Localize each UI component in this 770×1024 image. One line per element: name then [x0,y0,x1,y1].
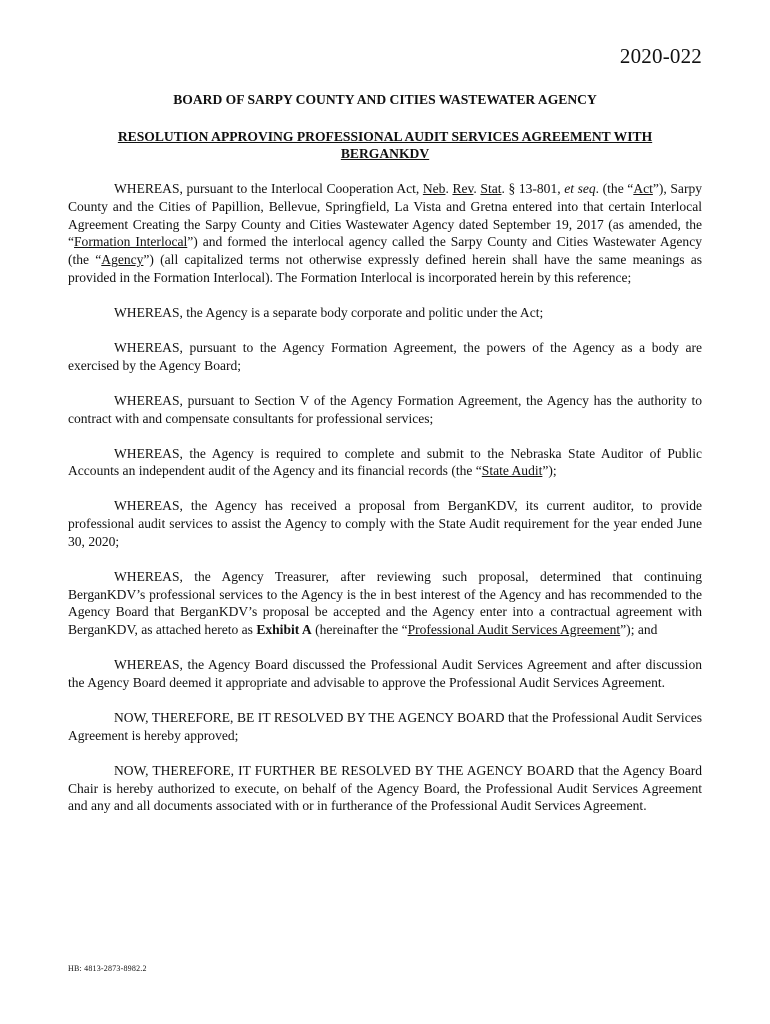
whereas-paragraph-8: WHEREAS, the Agency Board discussed the Professional Audit Services Agreement and after discussion the Agency Board deemed it appropriate and advisable to approve the Professional Audit Services Agreement. [68,657,702,691]
resolved-paragraph-2: NOW, THEREFORE, IT FURTHER BE RESOLVED BY THE AGENCY BOARD that the Agency Board Chair is hereby authorized to execute, on behalf of the Agency Board, the Professional Audit Services Agreement and any and all documents associated with or in furtherance of the Professional Audit Services Agreement. [68,762,702,814]
p1-text-f: ”) (all capitalized terms not otherwise expressly defined herein shall have the same meanings as provided in the Formation Interlocal). The Formation Interlocal is incorporated herein by this reference; [68,252,702,285]
p1-text-e: ”) and formed the interlocal agency called the Sarpy County and Cities Wastewater Agency (the “ [68,234,702,268]
whereas-paragraph-4: WHEREAS, pursuant to Section V of the Agency Formation Agreement, the Agency has the authority to contract with and compensate consultants for professional services; [68,392,702,426]
document-footer-id: HB: 4813-2873-8982.2 [68,964,147,973]
resolution-number: 2020-022 [619,44,702,68]
subtitle-line-2: BERGANKDV [340,146,430,161]
p1-text-d: ”), Sarpy County and the Cities of Papillion, Bellevue, Springfield, La Vista and Gretna entered into that certain Interlocal Agreement Creating the Sarpy County and Cities Wastewater Agency dated September 19, 2017 (as amended, the “ [68,181,703,250]
p1-text-a: WHEREAS, pursuant to the Interlocal Cooperation Act, [114,181,423,196]
document-title: BOARD OF SARPY COUNTY AND CITIES WASTEWATER AGENCY [173,92,597,107]
whereas-paragraph-2: WHEREAS, the Agency is a separate body corporate and politic under the Act; [114,304,544,320]
whereas-paragraph-7 [68,568,702,639]
resolution-body [68,180,702,832]
p7-text-b: (hereinafter the “ [311,622,408,638]
whereas-paragraph-1 [68,180,702,287]
p1-text-b: . § 13-801, [501,181,565,196]
p1-text-c: . (the “ [595,181,634,196]
resolution-subtitle [68,128,702,162]
subtitle-line-1: RESOLUTION APPROVING PROFESSIONAL AUDIT SERVICES AGREEMENT WITH [117,129,653,144]
p7-exhibit-a: Exhibit A [256,622,312,638]
p1-stat: Stat [480,181,502,196]
p1-et-seq: et seq [564,181,596,196]
p5-text-b: ”); [542,463,557,479]
p5-text-a: WHEREAS, the Agency is required to complete and submit to the Nebraska State Auditor of Public Accounts an independent audit of the Agency and its financial records (the “ [68,445,702,479]
p7-text-c: ”); and [620,622,658,638]
p1-dot-2: . [473,181,481,196]
p7-defined-agreement: Professional Audit Services Agreement [407,622,621,638]
p1-defined-agency: Agency [101,252,144,268]
p1-rev: Rev [452,181,474,196]
resolved-paragraph-1: NOW, THEREFORE, BE IT RESOLVED BY THE AGENCY BOARD that the Professional Audit Services Agreement is hereby approved; [68,710,702,743]
whereas-paragraph-6: WHEREAS, the Agency has received a proposal from BerganKDV, its current auditor, to provide professional audit services to assist the Agency to comply with the State Audit requirement for the year ended June 30, 2020; [68,498,702,549]
p1-neb: Neb [422,181,446,196]
p7-text-a: WHEREAS, the Agency Treasurer, after reviewing such proposal, determined that continuing BerganKDV’s professional services to the Agency is the in best interest of the Agency and has recommended to the Agency Board that BerganKDV’s proposal be accepted and the Agency enter into a contractual agreement with BerganKDV, as attached hereto as [68,568,702,638]
whereas-paragraph-5 [68,445,702,481]
p1-dot-1: . [445,181,453,196]
p1-defined-act: Act [633,181,653,196]
p5-defined-state-audit: State Audit [481,463,543,479]
p1-defined-formation-interlocal: Formation Interlocal [74,234,188,250]
whereas-paragraph-3: WHEREAS, pursuant to the Agency Formation Agreement, the powers of the Agency as a body are exercised by the Agency Board; [68,339,702,373]
